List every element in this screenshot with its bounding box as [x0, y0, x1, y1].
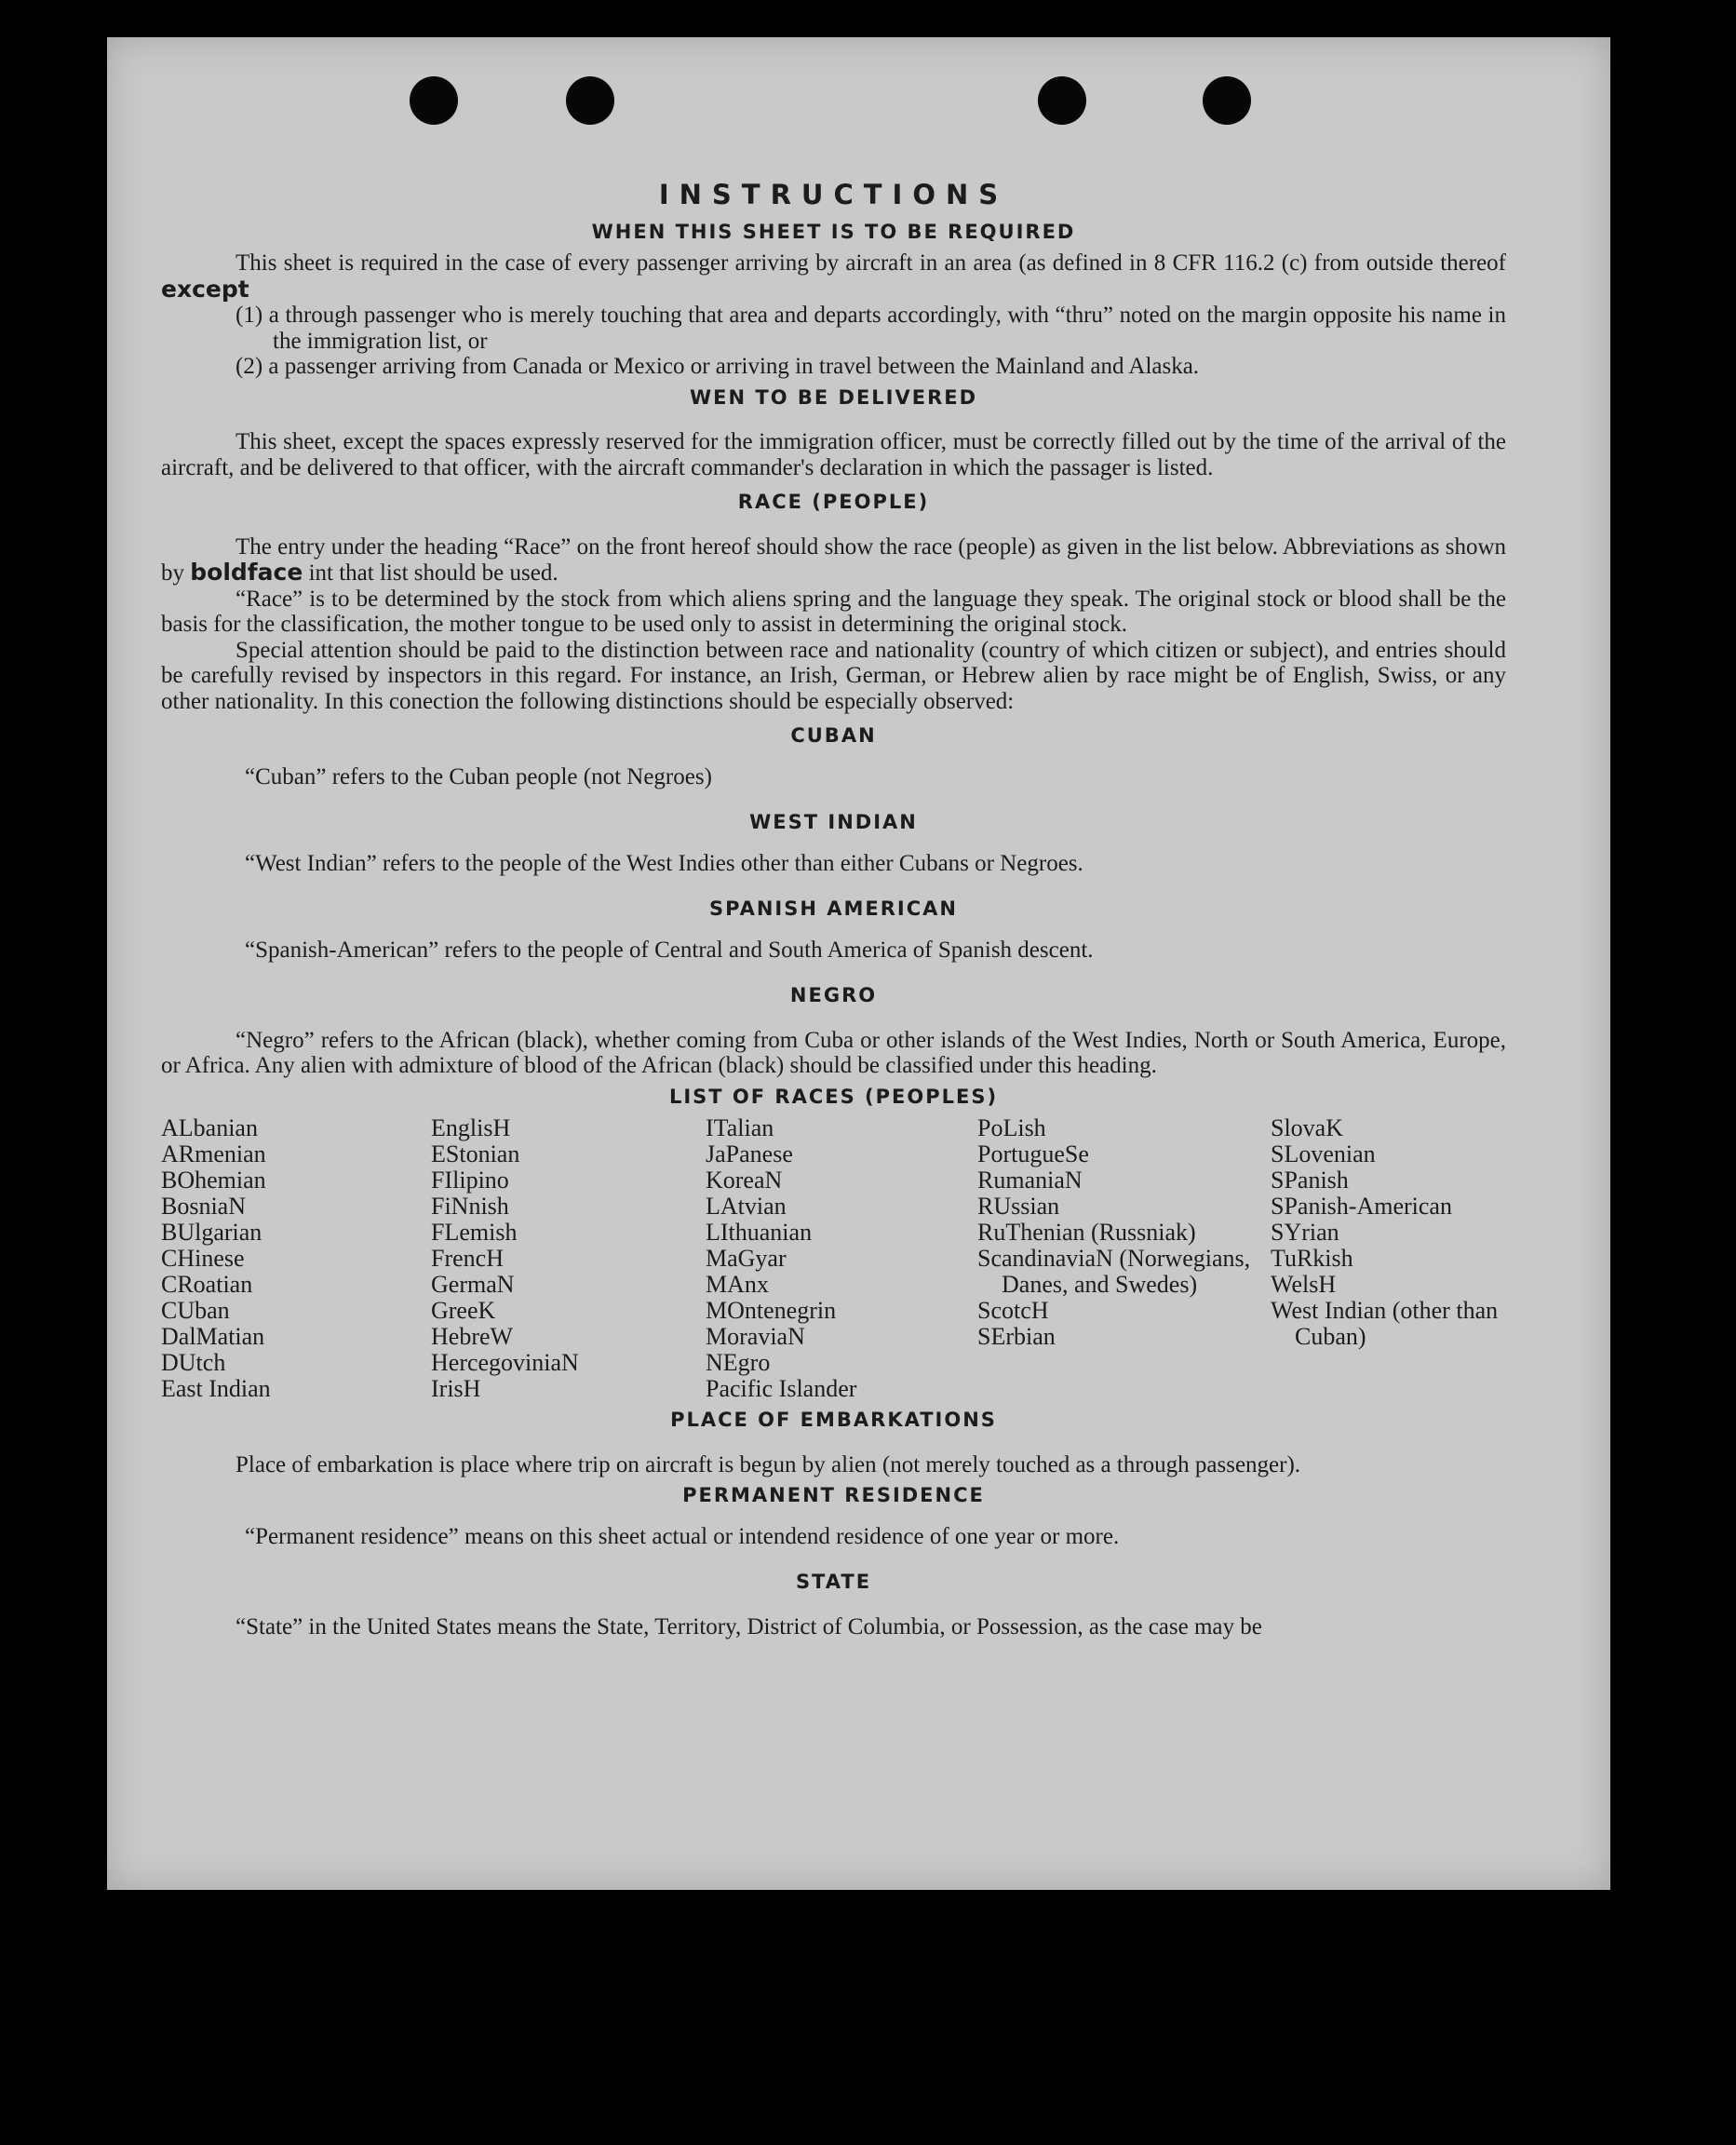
race-column-1 [161, 1115, 431, 1402]
spacer [161, 1015, 1506, 1028]
list-item: West Indian (other than Cuban) [1271, 1297, 1499, 1350]
list-item: PortugueSe [977, 1140, 1089, 1167]
west-indian-text: “West Indian” refers to the people of the West Indies other than either Cubans or Negroes. [245, 850, 1083, 876]
list-item: IrisH [431, 1375, 481, 1402]
list-item: LAtvian [706, 1193, 787, 1220]
section-heading-embarkation: PLACE OF EMBARKATIONS [670, 1409, 997, 1431]
list-item: ALbanian [161, 1114, 258, 1141]
state-text: “State” in the United States means the State, Territory, District of Columbia, or Possession, as the case may be [236, 1613, 1262, 1639]
list-item: HercegoviniaN [431, 1349, 579, 1376]
list-item: BOhemian [161, 1167, 266, 1194]
race-column-2 [431, 1115, 706, 1402]
negro-text: “Negro” refers to the African (black), whether coming from Cuba or other islands of the West Indies, North or South America, Europe, or Africa. Any alien with admixture of blood of the African (black) should be classified under this heading. [161, 1027, 1506, 1078]
list-item: GreeK [431, 1297, 496, 1324]
list-item: FLemish [431, 1219, 518, 1246]
list-item: BosniaN [161, 1193, 246, 1220]
list-item: East Indian [161, 1375, 271, 1402]
list-item: NEgro [706, 1349, 771, 1376]
list-item: ARmenian [161, 1140, 266, 1167]
list-item: CRoatian [161, 1271, 253, 1298]
list-item: Pacific Islander [706, 1375, 857, 1402]
punch-hole [1203, 76, 1251, 125]
list-item: RumaniaN [977, 1167, 1083, 1194]
list-item: SPanish-American [1271, 1193, 1452, 1220]
required-item-2: (2) a passenger arriving from Canada or Mexico or arriving in travel between the Mainland and Alaska. [236, 354, 1200, 379]
spacer [161, 521, 1506, 534]
list-item: DalMatian [161, 1323, 265, 1350]
race-column-3 [706, 1115, 977, 1402]
list-item: ScandinaviaN (Norwegians, Danes, and Swedes) [977, 1245, 1251, 1298]
required-item-1: (1) a through passenger who is merely touching that area and departs accordingly, with “thru” noted on the margin opposite his name in the immigration list, or [236, 303, 1506, 354]
section-heading-spanish-american: SPANISH AMERICAN [709, 897, 958, 920]
list-item: JaPanese [706, 1140, 793, 1167]
race-paragraph-3: Special attention should be paid to the distinction between race and nationality (country of which citizen or subject), and entries should be carefully revised by inspectors in this regard. For instance, an Irish, German, or Hebrew alien by race might be of English, Swiss, or any other nationality. In this conection the following distinctions should be especially observed: [161, 637, 1506, 714]
section-heading-negro: NEGRO [789, 984, 878, 1006]
spacer [161, 1601, 1506, 1614]
race-column-4 [977, 1115, 1271, 1402]
section-heading-list: LIST OF RACES (PEOPLES) [668, 1085, 999, 1108]
list-item: FiNnish [431, 1193, 509, 1220]
spacer [161, 1439, 1506, 1452]
list-item: MoraviaN [706, 1323, 805, 1350]
section-heading-state: STATE [795, 1571, 872, 1593]
list-item: EStonian [431, 1140, 520, 1167]
race-paragraph-1: The entry under the heading “Race” on the front hereof should show the race (people) as given in the list below. Abbreviations as shown by boldface int that list should be used. [161, 533, 1506, 586]
list-item: MOntenegrin [706, 1297, 837, 1324]
list-item: RuThenian (Russniak) [977, 1219, 1196, 1246]
list-item: BUlgarian [161, 1219, 262, 1246]
race-list [161, 1115, 1506, 1402]
section-heading-west-indian: WEST INDIAN [749, 811, 918, 833]
list-item: CHinese [161, 1245, 245, 1272]
list-item: RUssian [977, 1193, 1060, 1220]
cuban-text: “Cuban” refers to the Cuban people (not Negroes) [245, 763, 712, 789]
section-heading-delivered: WEN TO BE DELIVERED [689, 385, 978, 409]
list-item: ITalian [706, 1114, 774, 1141]
race-paragraph-2: “Race” is to be determined by the stock from which aliens spring and the language they speak. The original stock or blood shall be the basis for the classification, the mother tongue to be used only to assist in determining the original stock. [161, 586, 1506, 637]
list-item: FIlipino [431, 1167, 509, 1194]
embarkation-text: Place of embarkation is place where trip on aircraft is begun by alien (not merely touched as a through passenger). [236, 1451, 1301, 1477]
list-item: SErbian [977, 1323, 1056, 1350]
list-item: HebreW [431, 1323, 514, 1350]
punch-hole [410, 76, 458, 125]
list-item: FrencH [431, 1245, 504, 1272]
delivered-text: This sheet, except the spaces expressly reserved for the immigration officer, must be correctly filled out by the time of the arrival of the aircraft, and be delivered to that officer, with the aircraft commander's declaration in which the passager is listed. [161, 429, 1506, 480]
list-item: SYrian [1271, 1219, 1339, 1246]
section-heading-cuban: CUBAN [790, 724, 877, 747]
punch-hole [566, 76, 614, 125]
list-item: SlovaK [1271, 1114, 1343, 1141]
list-item: KoreaN [706, 1167, 783, 1194]
section-heading-race: RACE (PEOPLE) [737, 491, 930, 513]
list-item: PoLish [977, 1114, 1046, 1141]
section-heading-residence: PERMANENT RESIDENCE [682, 1484, 985, 1506]
punch-hole [1038, 76, 1086, 125]
list-item: SPanish [1271, 1167, 1349, 1194]
list-item: MaGyar [706, 1245, 787, 1272]
list-item: CUban [161, 1297, 230, 1324]
spacer [161, 416, 1506, 429]
residence-text: “Permanent residence” means on this sheet actual or intendend residence of one year or more. [245, 1523, 1120, 1549]
list-item: GermaN [431, 1271, 515, 1298]
required-intro: This sheet is required in the case of every passenger arriving by aircraft in an area (as defined in 8 CFR 116.2 (c) from outside thereof except [161, 250, 1506, 303]
instructions-body [161, 177, 1506, 1639]
list-item: MAnx [706, 1271, 769, 1298]
list-item: SLovenian [1271, 1140, 1376, 1167]
list-item: TuRkish [1271, 1245, 1353, 1272]
list-item: WelsH [1271, 1271, 1337, 1298]
spanish-american-text: “Spanish-American” refers to the people of Central and South America of Spanish descent. [245, 937, 1094, 963]
list-item: EnglisH [431, 1114, 511, 1141]
race-column-5 [1271, 1115, 1503, 1402]
list-item: DUtch [161, 1349, 226, 1376]
list-item: LIthuanian [706, 1219, 813, 1246]
page-title: INSTRUCTIONS [658, 179, 1009, 210]
list-item: ScotcH [977, 1297, 1049, 1324]
section-heading-required: WHEN THIS SHEET IS TO BE REQUIRED [591, 220, 1076, 243]
document-sheet [107, 37, 1610, 1890]
